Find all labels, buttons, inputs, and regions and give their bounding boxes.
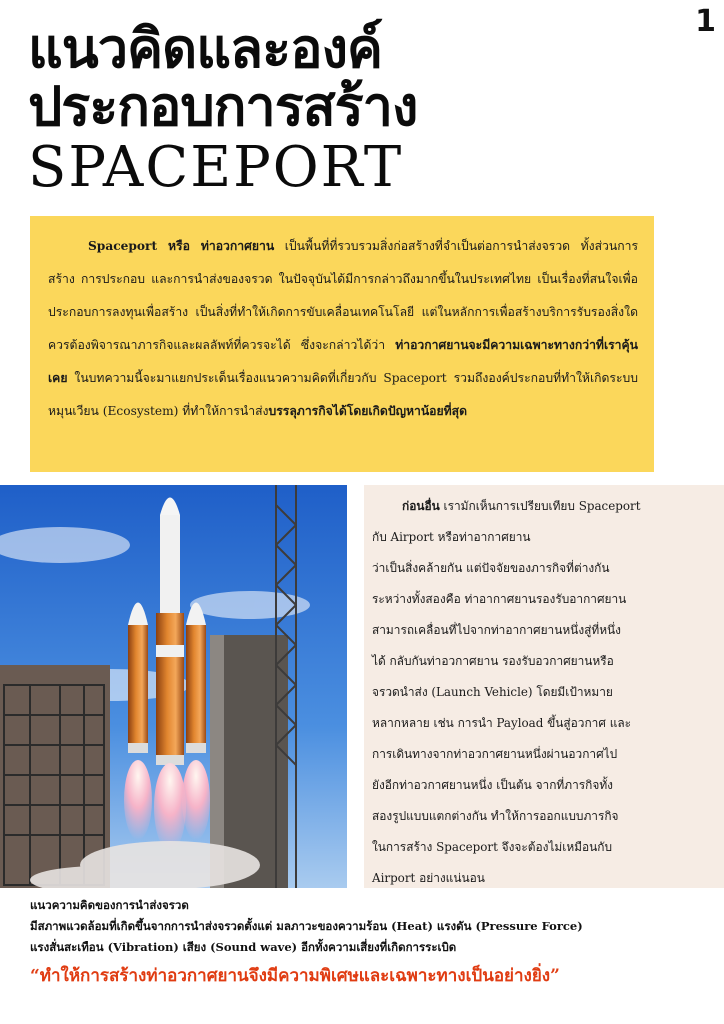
footer-line-3: แรงสั่นสะเทือน (Vibration) เสียง (Sound wave) อีกทั้งความเสี่ยงที่เกิดการระเบิด	[30, 940, 457, 954]
page-number: 1	[695, 4, 716, 39]
side-line-1	[372, 491, 710, 522]
footer-section	[30, 895, 710, 990]
footer-line-2: มีสภาพแวดล้อมที่เกิดขึ้นจากการนำส่งจรวดตั้งแต่ มลภาวะของความร้อน (Heat) แรงดัน (Pressure Force)	[30, 919, 583, 933]
intro-text-2: ในบทความนี้จะมาแยกประเด็นเรื่องแนวความคิดที่เกี่ยวกับ Spaceport รวมถึงองค์ประกอบที่ทำให้เกิดระบบหมุนเวียน (Ecosystem) ที่ทำให้การนำส่ง	[48, 371, 638, 418]
footer-heading: แนวความคิดของการนำส่งจรวด	[30, 898, 189, 912]
intro-text-1: เป็นพื้นที่ที่รวบรวมสิ่งก่อสร้างที่จำเป็นต่อการนำส่งจรวด ทั้งส่วนการสร้าง การประกอบ และการนำส่งของจรวด ในปัจจุบันได้มีการกล่าวถึงมากขึ้นในประเทศไทย เป็นเรื่องที่สนใจเพื่อประกอบการลงทุนเพื่อสร้าง เป็นสิ่งที่ทำให้เกิดการขับเคลื่อนเทคโนโลยี แต่ในหลักการเพื่อสร้างบริการรับรองสิ่งใด ควรต้องพิจารณาภารกิจและผลลัพท์ที่ควรจะได้ ซึ่งจะกล่าวได้ว่า	[48, 239, 638, 352]
intro-bold-term: Spaceport หรือ ท่าอวกาศยาน	[88, 239, 275, 253]
title-line-1: แนวคิดและองค์	[28, 17, 383, 80]
intro-bold-highlight: ท่าอวกาศยานจะมีความเฉพาะทางกว่าที่เราคุ้นเคย	[48, 338, 638, 385]
side-line-7: จรวดนำส่ง (Launch Vehicle) โดยมีเป้าหมาย	[372, 685, 613, 699]
side-line-5: สามารถเคลื่อนที่ไปจากท่าอากาศยานหนึ่งสู่ที่หนึ่ง	[372, 623, 621, 637]
side-lead-bold: ก่อนอื่น	[402, 499, 440, 513]
side-line-12: ในการสร้าง Spaceport จึงจะต้องไม่เหมือนกับ	[372, 840, 613, 854]
title-line-3: SPACEPORT	[28, 135, 404, 200]
side-line-4: ระหว่างทั้งสองคือ ท่าอากาศยานรองรับอากาศยาน	[372, 592, 627, 606]
side-text-box	[364, 485, 724, 888]
side-paragraph	[372, 491, 710, 894]
side-line-2: กับ Airport หรือท่าอากาศยาน	[372, 530, 531, 544]
highlight-quote: “ทำให้การสร้างท่าอวกาศยานจึงมีความพิเศษและเฉพาะทางเป็นอย่างยิ่ง”	[30, 966, 560, 986]
page-title	[28, 17, 588, 200]
side-line-6: ได้ กลับกันท่าอวกาศยาน รองรับอวกาศยานหรือ	[372, 654, 614, 668]
side-line-8: หลากหลาย เช่น การนำ Payload ขึ้นสู่อวกาศ และ	[372, 716, 632, 730]
intro-paragraph	[48, 230, 638, 428]
side-line-3: ว่าเป็นสิ่งคล้ายกัน แต่ปัจจัยของภารกิจที่ต่างกัน	[372, 561, 610, 575]
rocket-launch-photo	[0, 485, 347, 888]
intro-bold-conclusion: บรรลุภารกิจได้โดยเกิดปัญหาน้อยที่สุด	[268, 404, 468, 418]
side-line-10: ยังอีกท่าอวกาศยานหนึ่ง เป็นต้น จากที่ภารกิจทั้ง	[372, 778, 613, 792]
intro-box	[30, 216, 654, 472]
side-line-9: การเดินทางจากท่าอวกาศยานหนึ่งผ่านอวกาศไป	[372, 747, 618, 761]
side-line-1-text: เรามักเห็นการเปรียบเทียบ Spaceport	[439, 499, 641, 513]
title-line-2: ประกอบการสร้าง	[28, 75, 418, 138]
side-line-11: สองรูปแบบแตกต่างกัน ทำให้การออกแบบภารกิจ	[372, 809, 619, 823]
side-line-13: Airport อย่างแน่นอน	[372, 871, 485, 885]
